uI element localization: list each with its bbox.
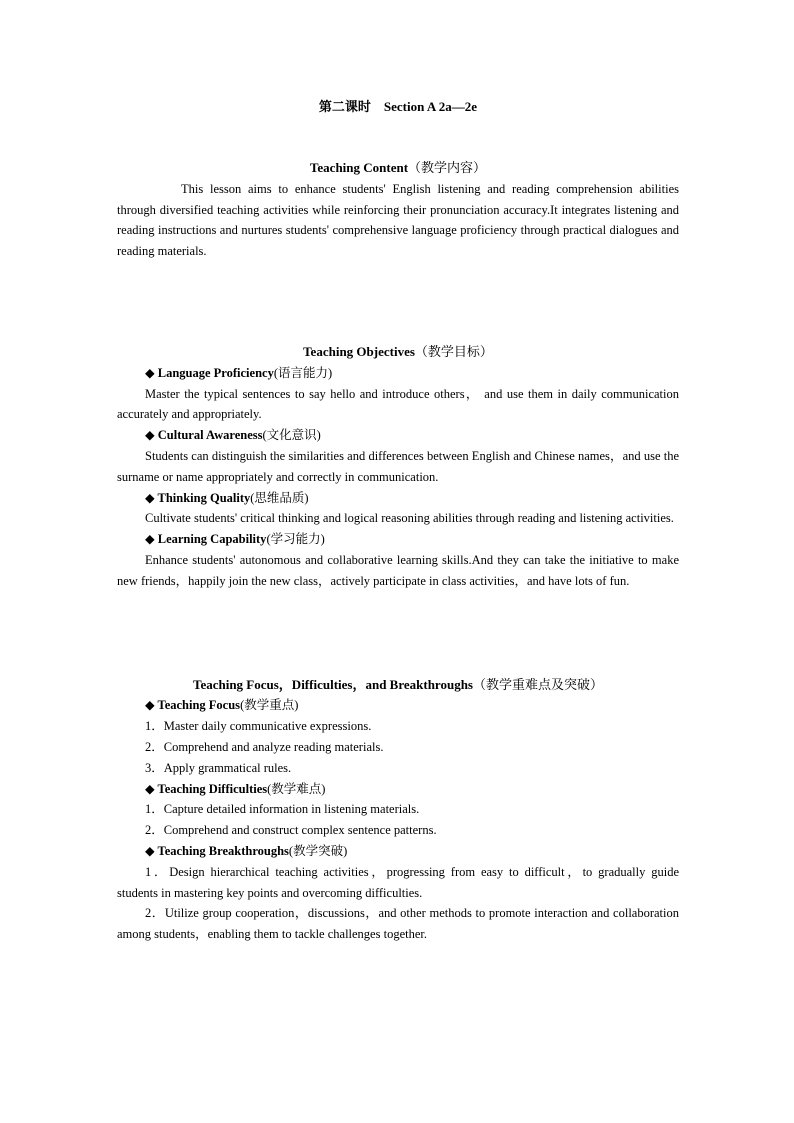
teaching-content-paragraph: This lesson aims to enhance students' English listening and reading comprehension abilities through diversified teaching activities while reinforcing their pronunciation accuracy.It integrates listening and reading instructions and nurtures students' comprehensive language proficiency through practical dialogues and reading materials. <box>117 181 679 259</box>
list-item: 1．Design hierarchical teaching activities，progressing from easy to difficult，to gradually guide students in mastering key points and overcoming difficulties. <box>117 864 679 900</box>
objective-item <box>117 529 679 591</box>
objective-label: ◆ Thinking Quality(思维品质) <box>145 490 309 505</box>
difficulties-label: ◆ Teaching Difficulties(教学难点) <box>145 781 326 796</box>
objective-text: Cultivate students' critical thinking and logical reasoning abilities through reading and listening activities. <box>145 511 674 526</box>
breakthroughs-label: ◆ Teaching Breakthroughs(教学突破) <box>145 843 348 858</box>
teaching-content-heading-cn: （教学内容） <box>408 160 487 175</box>
objective-text: Students can distinguish the similarities and differences between English and Chinese names，and use the surname or name appropriately and correctly in communication. <box>117 448 679 484</box>
teaching-focus-heading-en: Teaching Focus，Difficulties，and Breakthroughs <box>192 676 473 692</box>
list-item: 2．Utilize group cooperation，discussions，and other methods to promote interaction and collaboration among students，enabling them to tackle challenges together. <box>117 906 679 942</box>
objective-label: ◆ Language Proficiency(语言能力) <box>145 365 333 380</box>
teaching-objectives-heading <box>117 342 679 363</box>
focus-label: ◆ Teaching Focus(教学重点) <box>145 698 299 713</box>
teaching-focus-heading-cn: （教学重难点及突破） <box>473 676 604 692</box>
teaching-content-heading-en: Teaching Content <box>309 160 409 175</box>
objective-text: Master the typical sentences to say hello and introduce others， and use them in daily communication accurately and appropriately. <box>117 386 679 422</box>
objective-label: ◆ Learning Capability(学习能力) <box>145 532 325 547</box>
list-item: 2．Comprehend and analyze reading materials. <box>145 739 384 754</box>
objective-item <box>117 363 679 425</box>
list-item: 1．Capture detailed information in listening materials. <box>145 802 420 817</box>
teaching-focus-heading <box>117 675 679 696</box>
teaching-objectives-heading-en: Teaching Objectives <box>303 343 415 359</box>
document-body <box>117 96 679 945</box>
list-item: 1．Master daily communicative expressions. <box>145 719 372 734</box>
teaching-objectives-heading-cn: （教学目标） <box>414 343 493 359</box>
objective-label: ◆ Cultural Awareness(文化意识) <box>145 428 321 443</box>
list-item: 3．Apply grammatical rules. <box>145 760 292 775</box>
objective-item <box>117 488 679 530</box>
objective-text: Enhance students' autonomous and collaborative learning skills.And they can take the initiative to make new friends，happily join the new class，actively participate in class activities，and have lots of fun. <box>117 552 679 588</box>
objective-item <box>117 425 679 487</box>
lesson-title: 第二课时 Section A 2a—2e <box>318 99 478 114</box>
list-item: 2．Comprehend and construct complex sentence patterns. <box>145 823 437 838</box>
teaching-content-heading <box>117 158 679 179</box>
